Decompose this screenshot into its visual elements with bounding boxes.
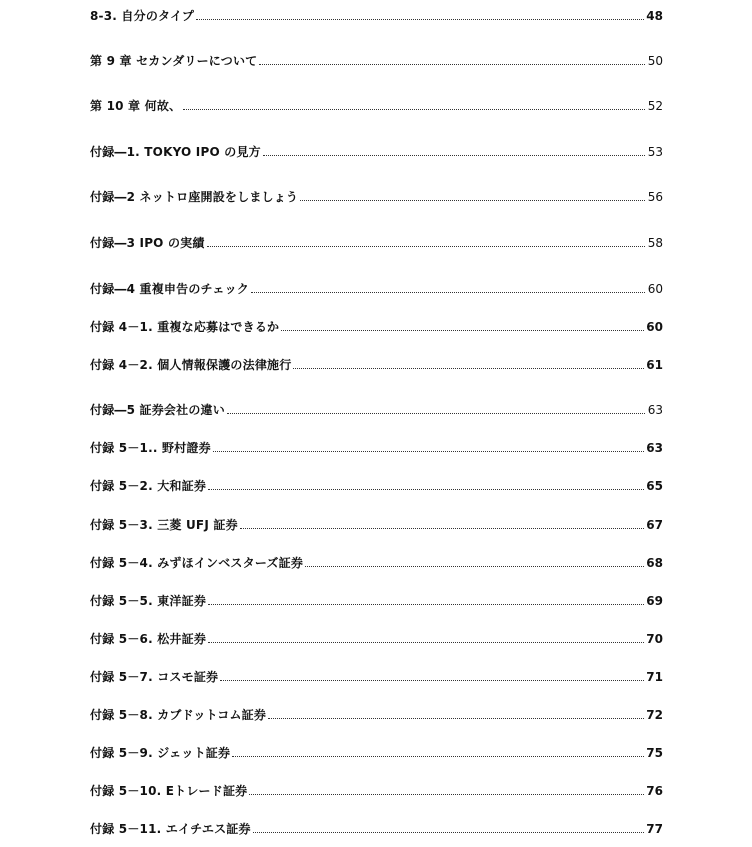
toc-entry-title: 付録 5－5. 東洋証券	[90, 594, 207, 608]
toc-leader-dots	[196, 19, 644, 20]
toc-entry[interactable]	[90, 590, 663, 608]
toc-entry-page: 72	[646, 708, 663, 722]
toc-leader-dots	[213, 451, 645, 452]
toc-entry[interactable]	[90, 780, 663, 798]
toc-entry[interactable]	[90, 742, 663, 760]
toc-entry-page: 68	[646, 556, 663, 570]
toc-leader-dots	[263, 155, 645, 156]
toc-entry-page: 58	[647, 236, 663, 250]
toc-entry-page: 60	[646, 320, 663, 334]
toc-entry[interactable]	[90, 399, 663, 417]
toc-entry-page: 61	[646, 358, 663, 372]
toc-entry-page: 48	[646, 9, 663, 23]
toc-entry-page: 76	[646, 784, 663, 798]
toc-entry-title: 付録 5－9. ジェット証券	[90, 746, 231, 760]
toc-entry[interactable]	[90, 278, 663, 296]
toc-leader-dots	[240, 528, 645, 529]
toc-entry-title: 付録 5－8. カブドットコム証券	[90, 708, 267, 722]
toc-leader-dots	[207, 246, 645, 247]
toc-leader-dots	[281, 330, 644, 331]
toc-entry-title: 付録 5－6. 松井証券	[90, 632, 207, 646]
toc-leader-dots	[253, 832, 645, 833]
toc-entry-page: 60	[647, 282, 663, 296]
toc-entry-page: 63	[647, 403, 663, 417]
toc-entry-title: 第 10 章 何故、	[90, 99, 182, 113]
toc-entry-title: 付録 5－2. 大和証券	[90, 479, 207, 493]
toc-leader-dots	[208, 489, 644, 490]
toc-entry-page: 53	[647, 145, 663, 159]
toc-leader-dots	[251, 292, 645, 293]
toc-entry[interactable]	[90, 5, 663, 23]
toc-entry-page: 63	[646, 441, 663, 455]
toc-entry-page: 69	[646, 594, 663, 608]
toc-entry[interactable]	[90, 95, 663, 113]
toc-entry-title: 付録―4 重複申告のチェック	[90, 282, 249, 296]
toc-entry-title: 付録 4－1. 重複な応募はできるか	[90, 320, 280, 334]
toc-entry-title: 付録 4－2. 個人情報保護の法律施行	[90, 358, 292, 372]
toc-entry[interactable]	[90, 818, 663, 836]
toc-entry-title: 第 9 章 セカンダリーについて	[90, 54, 258, 68]
toc-entry-page: 75	[646, 746, 663, 760]
toc-leader-dots	[268, 718, 644, 719]
toc-entry[interactable]	[90, 514, 663, 532]
toc-entry-title: 付録 5－4. みずほインベスターズ証券	[90, 556, 304, 570]
toc-entry[interactable]	[90, 141, 663, 159]
toc-entry[interactable]	[90, 704, 663, 722]
toc-entry-title: 付録 5－3. 三菱 UFJ 証券	[90, 518, 238, 532]
toc-leader-dots	[232, 756, 644, 757]
toc-entry[interactable]	[90, 354, 663, 372]
toc-entry[interactable]	[90, 552, 663, 570]
toc-entry-title: 付録 5－10. Eトレード証券	[90, 784, 248, 798]
toc-entry-page: 52	[647, 99, 663, 113]
toc-entry[interactable]	[90, 666, 663, 684]
toc-entry-page: 56	[647, 190, 663, 204]
toc-entry[interactable]	[90, 437, 663, 455]
toc-entry-title: 付録 5－7. コスモ証券	[90, 670, 219, 684]
toc-entry-page: 71	[646, 670, 663, 684]
toc-leader-dots	[259, 64, 645, 65]
toc-entry-page: 67	[646, 518, 663, 532]
toc-entry[interactable]	[90, 628, 663, 646]
toc-entry-title: 付録―1. TOKYO IPO の見方	[90, 145, 261, 159]
toc-entry-title: 付録―5 証券会社の違い	[90, 403, 225, 417]
toc-entry-title: 付録 5－1.. 野村證券	[90, 441, 211, 455]
toc-leader-dots	[300, 200, 645, 201]
toc-leader-dots	[183, 109, 645, 110]
toc-leader-dots	[220, 680, 644, 681]
toc-entry-title: 付録―2 ネットロ座開設をしましょう	[90, 190, 299, 204]
toc-entry-title: 8-3. 自分のタイプ	[90, 9, 195, 23]
toc-leader-dots	[249, 794, 644, 795]
toc-leader-dots	[208, 642, 644, 643]
toc-leader-dots	[305, 566, 644, 567]
toc-entry[interactable]	[90, 186, 663, 204]
toc-leader-dots	[227, 413, 645, 414]
toc-entry[interactable]	[90, 232, 663, 250]
toc-entry-page: 65	[646, 479, 663, 493]
toc-leader-dots	[293, 368, 644, 369]
toc-entry-page: 77	[646, 822, 663, 836]
toc-leader-dots	[208, 604, 644, 605]
toc-entry-page: 50	[647, 54, 663, 68]
toc-entry[interactable]	[90, 50, 663, 68]
toc-entry[interactable]	[90, 475, 663, 493]
toc-entry[interactable]	[90, 316, 663, 334]
toc-entry-title: 付録―3 IPO の実績	[90, 236, 205, 250]
toc-entry-page: 70	[646, 632, 663, 646]
toc-entry-title: 付録 5－11. エイチエス証券	[90, 822, 251, 836]
